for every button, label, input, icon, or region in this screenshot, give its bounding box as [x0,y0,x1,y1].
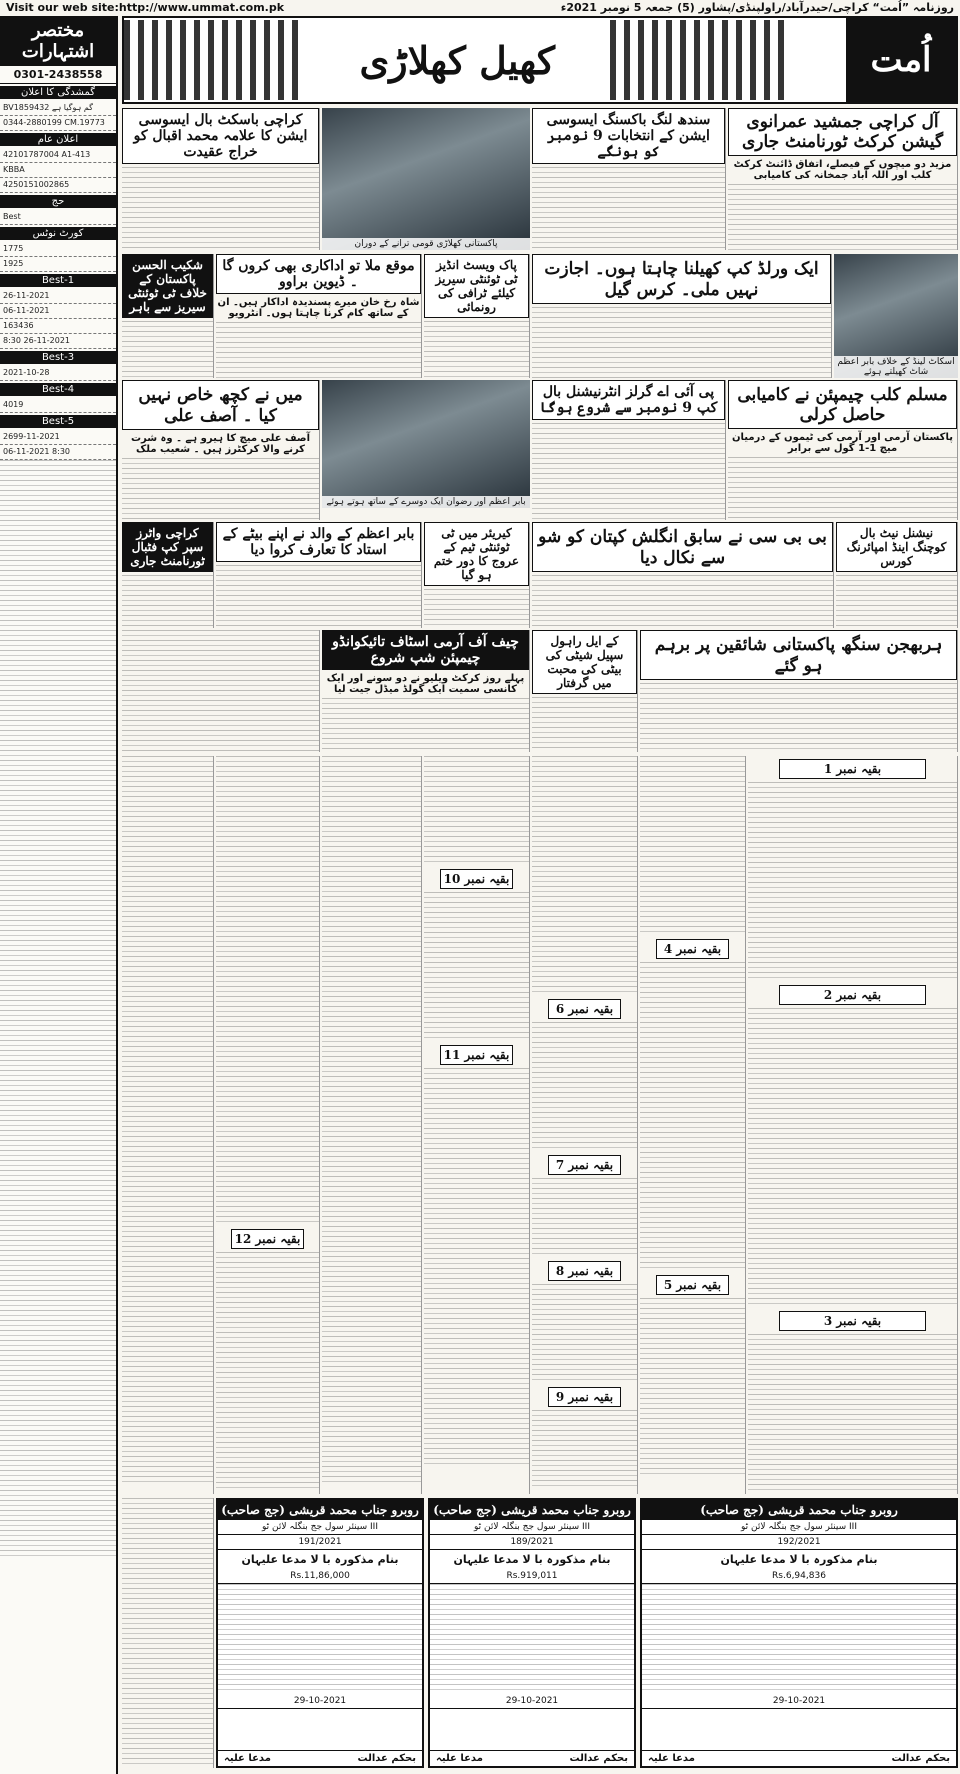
story-body [532,307,831,378]
story-body [532,1022,637,1152]
story-body [216,565,421,628]
classifieds-phone[interactable]: 0301-2438558 [0,66,116,84]
ad-item: 4250151002865 [0,178,116,193]
court-case-number: 191/2021 [218,1535,422,1550]
story-body [122,756,213,1486]
court-date: 29-10-2021 [218,1694,422,1709]
story-karachi-water[interactable] [122,522,214,628]
story-body [122,167,319,250]
court-foot-right: بحکم عدالت [357,1753,416,1764]
court-notice-title: بنام مذکورہ با لا مدعا علیہان [720,1553,878,1566]
decorative-banner-left [124,20,304,100]
continued-label: بقیہ نمبر 7 [548,1155,622,1175]
subheadline-asif-ali: آصف علی میچ کا ہیرو ہے ۔ وہ شرت کرنے والا کرکٹرز ہیں ۔ شعیب ملک [130,433,311,455]
continued-label: بقیہ نمبر 9 [548,1387,622,1407]
story-body [640,1298,745,1478]
headline-kl-rahul[interactable]: کے ایل راہول سپیل شیٹی کی بیٹی کی محبت میں گرفتار [532,630,637,694]
story-body [532,1284,637,1384]
story-body [424,589,529,628]
story-body [748,782,957,982]
ummat-logo: اُمت [846,18,956,102]
story-body [424,1068,529,1468]
court-date: 29-10-2021 [430,1694,634,1709]
headline-bbc[interactable]: بی بی سی نے سابق انگلش کپتان کو شو سے نکال دیا [532,522,833,572]
story-shakib[interactable] [122,254,214,378]
story-body-block [122,630,320,752]
masthead [122,16,958,104]
story-body [748,1008,957,1308]
court-notice-3[interactable] [216,1498,424,1768]
story-body [640,962,745,1272]
story-body [122,630,319,752]
headline-chief-army[interactable]: چیف آف آرمی اسٹاف تائیکوانڈو چیمپئن شپ شروع [322,630,529,670]
continued-label: بقیہ نمبر 12 [231,1229,303,1249]
continued-label: بقیہ نمبر 11 [440,1045,514,1065]
headline-harbhajan[interactable]: ہربھجن سنگھ پاکستانی شائقین پر برہم ہو گئے [640,630,957,680]
court-notice-body [642,1584,956,1694]
court-notice-body [430,1584,634,1694]
headline-pak-west[interactable]: پاک ویسٹ انڈیز ٹی ٹوئنٹی سیریز کیلئے ٹرافی کی رونمائی [424,254,529,318]
court-notice-title: بنام مذکورہ با لا مدعا علیہان [241,1553,399,1566]
court-foot-right: بحکم عدالت [891,1753,950,1764]
story-body [836,575,957,628]
ad-item: 163436 [0,319,116,334]
ad-label-best-3: Best-3 [0,351,116,364]
story-body [216,1252,319,1492]
top-line [0,0,960,16]
dateline: روزنامہ ”اُمت“ کراچی/حیدرآباد/راولپنڈی/پشاور (5) جمعہ 5 نومبر 2021ء [560,1,954,14]
ad-label-court: کورٹ نوٹس [0,227,116,240]
story-chris-gayle[interactable] [532,254,832,378]
story-chief-army[interactable] [322,630,530,752]
ad-item: 0344-2880199 CM.19773 [0,116,116,131]
ad-item: 42101787004 A1-413 [0,148,116,163]
story-body [532,575,833,628]
continued-label: بقیہ نمبر 10 [440,869,514,889]
story-body [532,1410,637,1490]
story-body [122,458,319,520]
photo-caption: بابر اعظم اور رضوان ایک دوسرے کے ساتھ ہوتے ہوئے [322,496,530,508]
story-pia-girls[interactable] [532,380,726,520]
story-asif-ali[interactable] [122,380,320,520]
ad-item: BV1859432 گم ہوگیا ہے [0,101,116,116]
court-notice-body [218,1584,422,1694]
continued-column-1 [748,756,958,1494]
story-body [532,167,725,250]
story-body [748,1334,957,1494]
photo-babar-rizwan [322,380,530,508]
court-notice-heading: روبرو جناب محمد قریشی (جج صاحب) [218,1500,422,1520]
ad-label-public-notice: اعلان عام [0,133,116,146]
headline-netball[interactable]: نیشنل نیٹ بال کوچنگ اینڈ امپائرنگ کورس [836,522,957,572]
court-foot-right: بحکم عدالت [569,1753,628,1764]
decorative-banner-right [610,20,790,100]
headline-chris-gayle[interactable]: ایک ورلڈ کپ کھیلنا چاہتا ہوں۔ اجازت نہیں ملی۔ کرس گیل [532,254,831,304]
court-notice-footer [430,1750,634,1766]
ad-label-hajj: حج [0,195,116,208]
court-notice-footer [642,1750,956,1766]
subheadline-bravo: شاہ رخ خان میرے پسندیدہ اداکار ہیں۔ ان کے ساتھ کام کرنا چاہتا ہوں۔ انٹرویو [217,297,420,319]
ad-label-best-1: Best-1 [0,274,116,287]
story-body [640,756,745,936]
story-kl-rahul[interactable] [532,630,638,752]
continued-label: بقیہ نمبر 8 [548,1261,622,1281]
story-body [216,756,319,1226]
ad-item: 06-11-2021 [0,304,116,319]
classifieds-column [0,16,118,1774]
court-notice-heading: روبرو جناب محمد قریشی (جج صاحب) [430,1500,634,1520]
story-body [532,756,637,996]
photo-caption: پاکستانی کھلاڑی قومی ترانے کے دوران [322,238,530,250]
ad-label-best-5: Best-5 [0,415,116,428]
story-body [728,184,957,250]
court-case-number: 189/2021 [430,1535,634,1550]
ad-item: 06-11-2021 8:30 [0,445,116,460]
photo-batting [834,254,958,378]
court-foot-left: مدعا علیہ [224,1753,271,1764]
ad-label-best-4: Best-4 [0,383,116,396]
ad-item: 1775 [0,242,116,257]
continued-column-5 [322,756,422,1494]
headline-shakib[interactable]: شکیب الحسن پاکستان کے خلاف ٹی ٹوئنٹی سیریز سے باہر [122,254,213,318]
court-notice-sub: سینئر سول جج بنگلہ لائن ٹو III [642,1520,956,1535]
continued-column-2 [640,756,746,1494]
ad-item: 4019 [0,398,116,413]
ad-item: 2021-10-28 [0,366,116,381]
story-body [322,756,421,1486]
court-notice-title: بنام مذکورہ با لا مدعا علیہان [453,1553,611,1566]
story-jamshed[interactable] [728,108,958,250]
continued-label: بقیہ نمبر 4 [656,939,730,959]
story-body [532,423,725,520]
court-foot-left: مدعا علیہ [648,1753,695,1764]
headline-muslim-club[interactable]: مسلم کلب چیمپئن نے کامیابی حاصل کرلی [728,380,957,429]
ad-item: 2699-11-2021 [0,430,116,445]
story-carrier[interactable] [424,522,530,628]
ad-label-lost: گمشدگی کا اعلان [0,86,116,99]
subheadline-jamshed: مزید دو میچوں کے فیصلے، اتفاق ڈائنٹ کرکٹ کلب اور اللہ آباد جمخانہ کی کامیابی [733,159,952,181]
court-notice-1[interactable] [640,1498,958,1768]
story-bbc[interactable] [532,522,834,628]
continued-column-3 [532,756,638,1494]
story-bravo[interactable] [216,254,422,378]
court-date: 29-10-2021 [642,1694,956,1709]
story-body [532,1178,637,1258]
continued-column-4 [424,756,530,1494]
court-notice-footer [218,1750,422,1766]
story-body [122,1498,213,1768]
story-body [322,698,529,752]
story-body [532,697,637,752]
continued-label: بقیہ نمبر 5 [656,1275,730,1295]
continued-column-7 [122,756,214,1494]
bottom-left-text [122,1498,214,1768]
story-sindh-boxing[interactable] [532,108,726,250]
subheadline-muslim-club: پاکستان آرمی اور آرمی کی ٹیموں کے درمیان میچ 1-1 گول سے برابر [731,432,954,454]
ad-item: 1925 [0,257,116,272]
continued-column-6 [216,756,320,1494]
headline-jamshed[interactable]: آل کراچی جمشید عمرانوی گیشن کرکٹ ٹورنامنٹ جاری [728,108,957,156]
story-body [216,322,421,378]
story-babar-father[interactable] [216,522,422,628]
headline-karachi-water[interactable]: کراچی واٹرز سپر کپ فٹبال ٹورنامنٹ جاری [122,522,213,572]
headline-basketball[interactable]: کراچی باسکٹ بال ایسوسی ایشن کا علامہ محمد اقبال کو خراج عقیدت [122,108,319,164]
section-title: کھیل کھلاڑی [359,37,555,83]
headline-sindh-boxing[interactable]: سندھ لنگ باکسنگ ایسوسی ایشن کے انتخابات 9 نومبر کو ہونگے [532,108,725,164]
court-amount: Rs.919,011 [430,1569,634,1584]
story-basketball[interactable] [122,108,320,250]
court-case-number: 192/2021 [642,1535,956,1550]
court-foot-left: مدعا علیہ [436,1753,483,1764]
court-notice-sub: سینئر سول جج بنگلہ لائن ٹو III [430,1520,634,1535]
court-notice-2[interactable] [428,1498,636,1768]
photo-caption: اسکاٹ لینڈ کے خلاف بابر اعظم شاٹ کھیلتے ہوئے [834,356,958,378]
continued-label: بقیہ نمبر 6 [548,999,622,1019]
subheadline-chief-army: پہلے روز کرکٹ ویلیو نے دو سونے اور ایک کانسی سمیت ایک گولڈ میڈل جیت لیا [326,673,525,695]
story-body [122,575,213,628]
court-amount: Rs.11,86,000 [218,1569,422,1584]
classifieds-heading: مختصر اشتہارات [0,16,116,66]
court-amount: Rs.6,94,836 [642,1569,956,1584]
story-netball[interactable] [836,522,958,628]
story-muslim-club[interactable] [728,380,958,520]
ad-item: KBBA [0,163,116,178]
story-harbhajan[interactable] [640,630,958,752]
story-body [424,756,529,866]
court-notice-heading: روبرو جناب محمد قریشی (جج صاحب) [642,1500,956,1520]
classifieds-text-block [0,460,116,1560]
story-pak-west[interactable] [424,254,530,378]
headline-bravo[interactable]: موقع ملا تو اداکاری بھی کروں گا ۔ ڈیوین براوو [216,254,421,294]
photo-team-anthem [322,108,530,250]
website-url[interactable]: Visit our web site:http://www.ummat.com.pk [6,1,285,14]
ad-item: Best [0,210,116,225]
story-body [640,683,957,752]
continued-label: بقیہ نمبر 2 [779,985,925,1005]
court-notice-sub: سینئر سول جج بنگلہ لائن ٹو III [218,1520,422,1535]
continued-label: بقیہ نمبر 1 [779,759,925,779]
headline-asif-ali[interactable]: میں نے کچھ خاص نہیں کیا ۔ آصف علی [122,380,319,430]
story-body [728,457,957,520]
ad-item: 26-11-2021 [0,289,116,304]
ad-item: 8:30 26-11-2021 [0,334,116,349]
headline-pia-girls[interactable]: پی آئی اے گرلز انٹرنیشنل بال کپ 9 نومبر سے شروع ہوگا [532,380,725,420]
headline-carrier[interactable]: کیریئر میں ٹی ٹوئنٹی ٹیم کے عروج کا دور ختم ہو گیا [424,522,529,586]
story-body [424,321,529,378]
continued-label: بقیہ نمبر 3 [779,1311,925,1331]
story-body [122,321,213,378]
headline-babar-father[interactable]: بابر اعظم کے والد نے اپنے بیٹے کے استاد کا تعارف کروا دیا [216,522,421,562]
story-body [424,892,529,1042]
